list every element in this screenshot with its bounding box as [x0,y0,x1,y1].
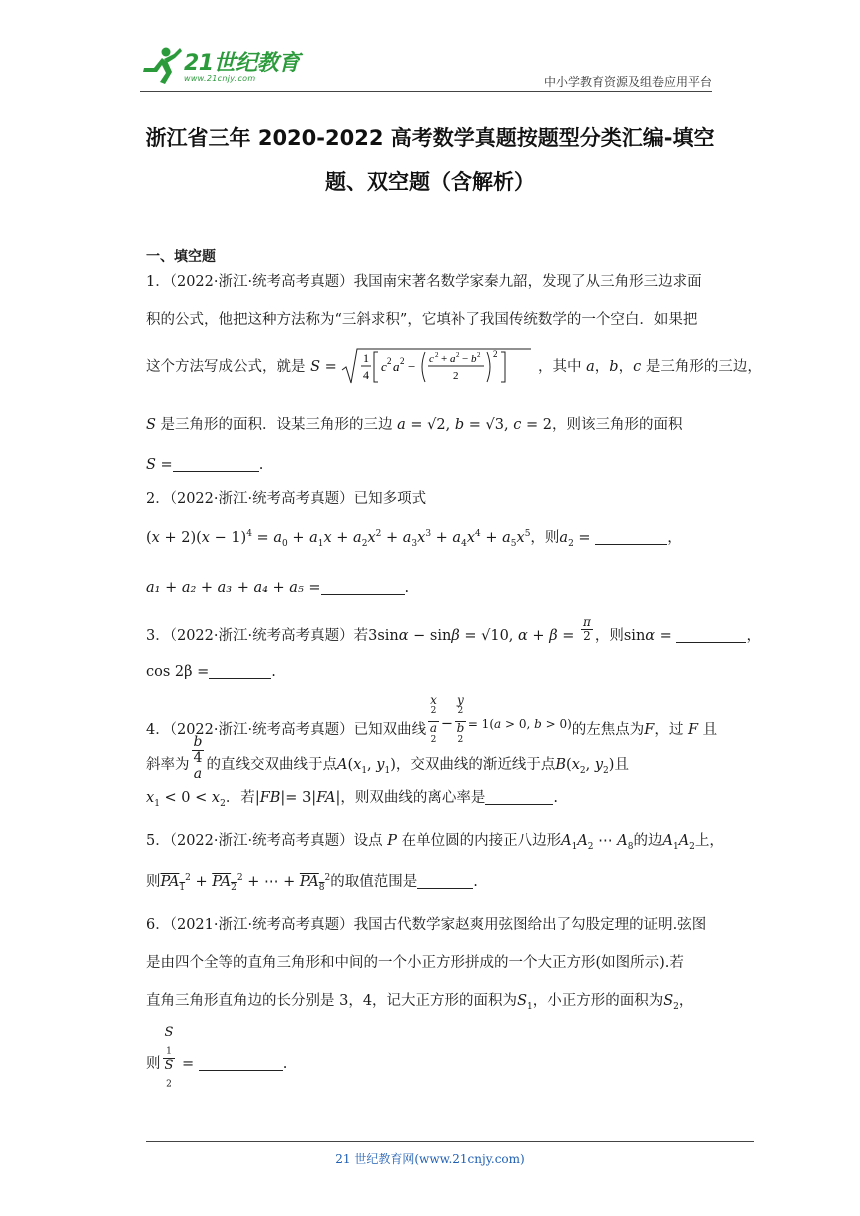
svg-text:+: + [441,353,448,365]
problem-1-line-3: 这个方法写成公式，就是 S = 1 4 c 2 a 2 − c 2 + a 2 − b 2 2 2 ，其中 a，b，c 是三角形的三边， [146,348,762,384]
answer-blank[interactable] [173,457,259,472]
problem-2-line-3: a₁ + a₂ + a₃ + a₄ + a₅ = . [146,580,410,596]
p1-text-a: 这个方法写成公式，就是 [146,359,306,375]
p2-answer-label: a₁ + a₂ + a₃ + a₄ + a₅ = [146,580,321,596]
footer-text[interactable]: 21 世纪教育网(www.21cnjy.com) [335,1152,525,1166]
p4-text-f: 的直线交双曲线于点 [206,756,337,773]
p6-text-b: ，小正方形的面积为 [532,993,664,1009]
p4-text-h: 且 [614,756,629,773]
p5-text-a: 5．（2022·浙江·统考高考真题）设点 [146,833,383,849]
problem-1-line-2: 积的公式，他把这种方法称为“三斜求积”，它填补了我国传统数学的一个空白．如果把 [146,312,698,328]
svg-text:2: 2 [400,356,405,366]
logo [140,42,320,90]
logo-url: www.21cnjy.com [184,74,256,83]
heron-formula [341,348,533,386]
svg-text:2: 2 [477,351,481,359]
problem-6-line-3: 直角三角形直角边的长分别是 3，4，记大正方形的面积为$S_1$，小正方形的面积为$S_2$， [146,993,694,1012]
page-header [140,42,712,92]
svg-text:2: 2 [453,370,459,382]
problem-1-line-1: 1．（2022·浙江·统考高考真题）我国南宋著名数学家秦九韶，发现了从三角形三边求面 [146,274,702,290]
p5-text-c: 的边 [633,833,663,849]
p5-text-d: 上， [694,833,724,849]
logo-text: 21世纪教育 [184,51,300,76]
problem-1-line-5: S = . [146,457,264,473]
problem-5-line-2: 则$PA_1^2 + PA_2^2$ + ⋯ + $PA_8^2$的取值范围是 . [146,873,478,893]
p3-answer-label: cos 2β = [146,664,210,680]
problem-4-line-2: 斜率为 b 4 a 的直线交双曲线于点$A(x_1$, $y_1$)，交双曲线的渐近线于点$B(x_2$, $y_2$)且 [146,734,629,782]
answer-blank[interactable] [595,530,667,545]
p3-text-a: 3．（2022·浙江·统考高考真题）若 [146,627,369,644]
answer-blank[interactable] [417,874,473,889]
p4-text-e: 斜率为 [146,756,190,773]
svg-text:−: − [462,353,469,365]
footer-divider [146,1141,754,1142]
svg-text:2: 2 [435,351,439,359]
svg-text:2: 2 [387,356,392,366]
problem-3-line-1: 3．（2022·浙江·统考高考真题）若3sinα − sinβ = √10, α + β = $\frac{\pi}{2}$ ，则sinα = ， [146,615,761,644]
answer-blank[interactable] [485,790,553,805]
p4-text-d: 且 [702,721,718,738]
p1-text-e: ，则该三角形的面积 [551,417,683,433]
header-divider [140,91,712,92]
doc-title-line2: 题、双空题（含解析） [325,170,535,194]
p2-text-b: ，则 [530,530,560,546]
p1-answer-label: S = [146,457,173,473]
svg-text:c: c [381,359,388,374]
svg-text:a: a [450,353,456,365]
runner-logo-icon [140,46,184,86]
p4-text-c: ，过 [654,721,684,738]
problem-1-line-4: S 是三角形的面积．设某三角形的三边 a = √2, b = √3, c = 2，则该三角形的面积 [146,417,683,433]
answer-blank[interactable] [321,580,405,595]
problem-6-line-4: 则 S $_1$ S $_2$ = . [146,1025,288,1090]
p3-text-b: ，则 [594,627,624,644]
p4-text-g: ，交双曲线的渐近线于点 [395,756,556,773]
p4-text-a: 4．（2022·浙江·统考高考真题）已知双曲线 [146,721,427,738]
problem-6-line-2: 是由四个全等的直角三角形和中间的一个小正方形拼成的一个大正方形(如图所示).若 [146,955,684,971]
problem-2-line-2: $(x + 2)(x - 1)^4 = a_0 + a_1x + a_2x^2 + a_3x^3 + a_4x^4 + a_5x^5$，则$a_2$ = ， [146,529,682,549]
svg-text:−: − [408,359,416,374]
svg-text:1: 1 [363,351,370,365]
p1-text-b: ，其中 [538,359,582,375]
p1-text-c: 是三角形的三边， [645,359,762,375]
doc-title-line1: 浙江省三年 2020-2022 高考数学真题按题型分类汇编-填空 [145,126,715,150]
p4-text-i: ．若 [225,790,255,806]
header-platform-text: 中小学教育资源及组卷应用平台 [543,75,712,89]
answer-blank[interactable] [676,628,746,643]
p6-text-c: 则 [146,1056,161,1073]
svg-text:c: c [429,353,435,365]
problem-3-line-2: cos 2β = . [146,664,276,680]
problem-5-line-1: 5．（2022·浙江·统考高考真题）设点 P 在单位圆的内接正八边形$A_1A_2$ ⋯ $A_8$的边$A_1A_2$上， [146,833,724,852]
section-heading: 一、填空题 [146,249,216,265]
problem-4-line-3: $x_1 < 0 < x_2$．若|FB|= 3|FA|，则双曲线的离心率是 . [146,790,558,809]
p5-text-b: 在单位圆的内接正八边形 [401,833,562,849]
p4-text-b: 的左焦点为 [571,721,645,738]
p1-text-d: 是三角形的面积．设某三角形的三边 [160,417,393,433]
p4-text-j: ，则双曲线的离心率是 [340,790,486,806]
svg-text:4: 4 [363,368,370,382]
svg-text:b: b [471,353,477,365]
svg-text:a: a [393,359,400,374]
p5-text-e: 则 [146,874,161,890]
answer-blank[interactable] [209,664,271,679]
svg-text:2: 2 [456,351,460,359]
problem-2-line-1: 2．（2022·浙江·统考高考真题）已知多项式 [146,491,427,507]
svg-text:2: 2 [493,349,498,359]
answer-blank[interactable] [199,1056,283,1071]
p5-text-f: 的取值范围是 [330,874,418,890]
problem-6-line-1: 6．（2021·浙江·统考高考真题）我国古代数学家赵爽用弦图给出了勾股定理的证明.弦图 [146,917,707,933]
problem-4-line-1: 4．（2022·浙江·统考高考真题）已知双曲线 x $^2$ a $^2$ − y $^2$ b $^2$ = 1(a > 0, b > 0)的左焦点为F，过 F 且 [146,693,718,745]
p6-text-a: 直角三角形直角边的长分别是 3，4，记大正方形的面积为 [146,993,518,1009]
